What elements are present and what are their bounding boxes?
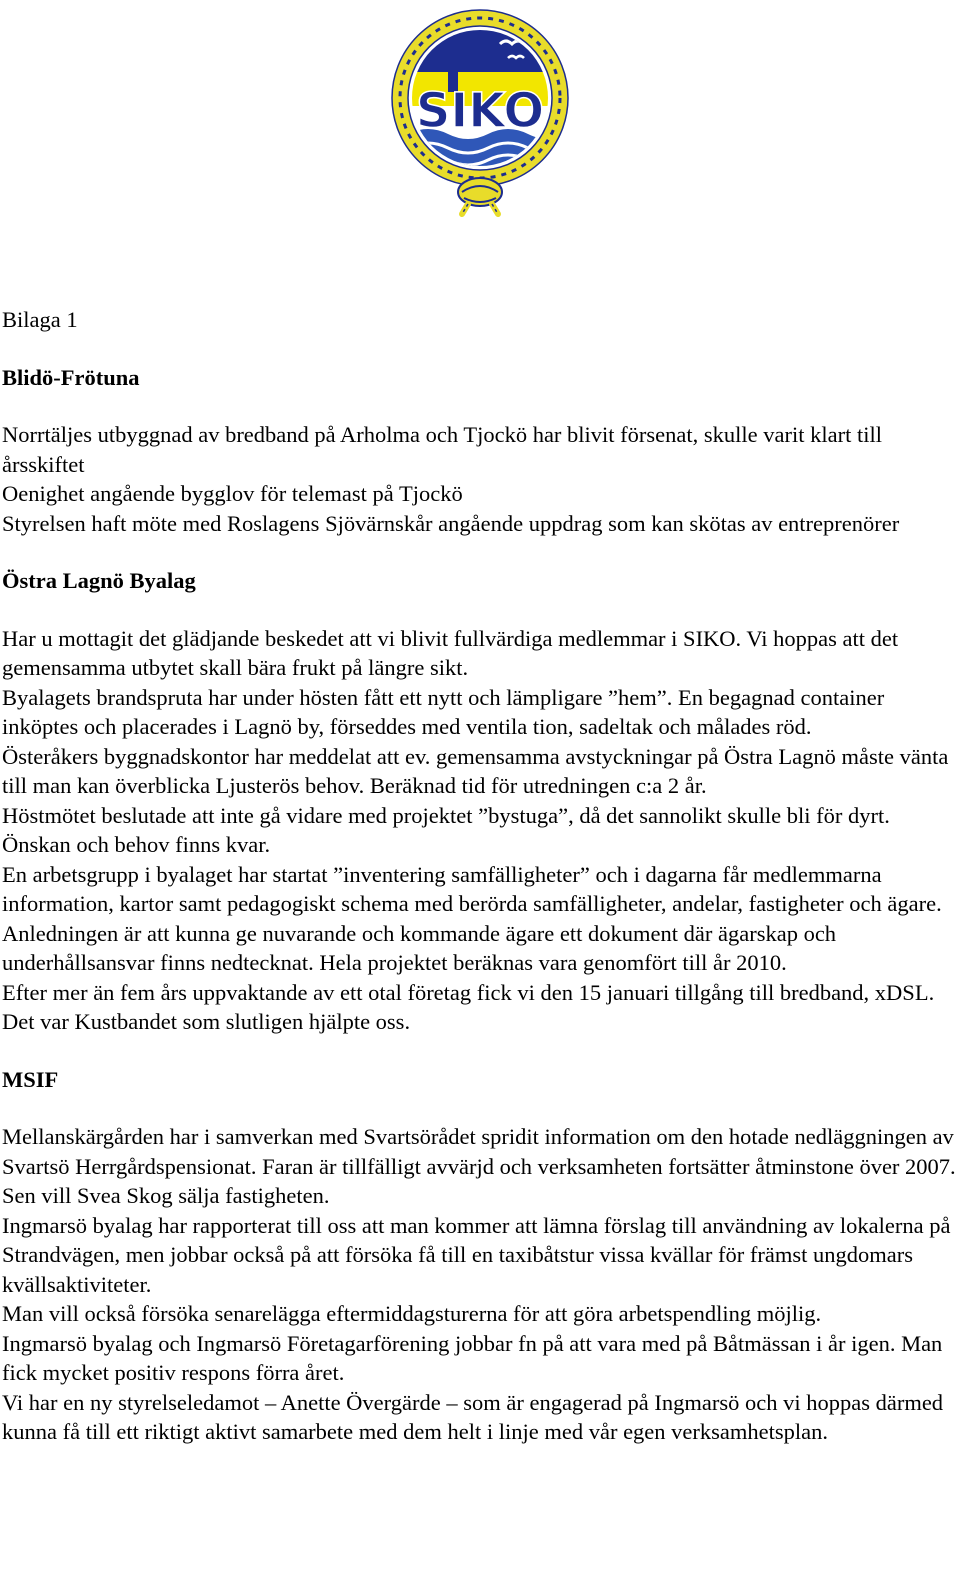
paragraph: Österåkers byggnadskontor har meddelat att ev. gemensamma avstyckningar på Östra Lagnö måste vänta till man kan överblicka Ljusterös behov. Beräknad tid för utredningen c:a 2 år.	[2, 743, 949, 798]
paragraph: Norrtäljes utbyggnad av bredband på Arholma och Tjockö har blivit försenat, skulle varit klart till årsskiftet	[2, 422, 882, 477]
paragraph: Ingmarsö byalag och Ingmarsö Företagarförening jobbar fn på att vara med på Båtmässan i år igen. Man fick mycket positiv respons förra året.	[2, 1330, 943, 1385]
paragraph: Styrelsen haft möte med Roslagens Sjövärnskår angående uppdrag som kan skötas av entreprenörer	[2, 510, 900, 536]
paragraph: Mellanskärgården har i samverkan med Svartsörådet spridit information om den hotade nedläggningen av Svartsö Herrgårdspensionat. Faran är tillfälligt avvärjd och verksamheten fortsätter åtminstone över 2007. Sen vill Svea Skog sälja fastigheten.	[2, 1124, 956, 1208]
paragraph: Har u mottagit det glädjande beskedet att vi blivit fullvärdiga medlemmar i SIKO. Vi hoppas att det gemensamma utbytet skall bära frukt på längre sikt.	[2, 625, 899, 680]
paragraph: Efter mer än fem års uppvaktande av ett otal företag fick vi den 15 januari tillgång till bredband, xDSL. Det var Kustbandet som slutligen hjälpte oss.	[2, 979, 935, 1034]
paragraph: En arbetsgrupp i byalaget har startat ”inventering samfälligheter” och i dagarna får medlemmarna information, kartor samt pedagogiskt schema med berörda samfälligheter, andelar, fastigheter och ägare.	[2, 861, 942, 916]
paragraph: Byalagets brandspruta har under hösten fått ett nytt och lämpligare ”hem”. En begagnad container inköptes och placerades i Lagnö by, förseddes med ventila tion, sadeltak och målades röd.	[2, 684, 885, 739]
paragraph: Vi har en ny styrelseledamot – Anette Övergärde – som är engagerad på Ingmarsö och vi hoppas därmed kunna få till ett riktigt aktivt samarbete med dem helt i linje med vår egen verksamhetsplan.	[2, 1389, 944, 1444]
section-heading: Blidö-Frötuna	[2, 364, 140, 390]
paragraph: Oenighet angående bygglov för telemast på Tjockö	[2, 481, 463, 506]
paragraph: Man vill också försöka senarelägga eftermiddagsturerna för att göra arbetspendling möjlig.	[2, 1301, 822, 1326]
section-heading: Östra Lagnö Byalag	[2, 568, 196, 593]
paragraph: Ingmarsö byalag har rapporterat till oss att man kommer att lämna förslag till användning av lokalerna på Strandvägen, men jobbar också på att försöka få till en taxibåtstur vissa kvällar för främst ungdomars kvällsaktiviteter.	[2, 1212, 951, 1297]
document-body	[2, 305, 958, 1447]
paragraph: Anledningen är att kunna ge nuvarande och kommande ägare ett dokument där ägarskap och underhållsansvar finns nedtecknat. Hela projektet beräknas vara genomfört till år 2010.	[2, 920, 837, 975]
section-heading: MSIF	[2, 1066, 59, 1092]
logo-text: SIKO	[415, 83, 545, 139]
paragraph: Höstmötet beslutade att inte gå vidare med projektet ”bystuga”, då det sannolikt skulle bli för dyrt. Önskan och behov finns kvar.	[2, 802, 890, 857]
siko-logo	[388, 6, 572, 220]
appendix-label: Bilaga 1	[2, 307, 78, 332]
